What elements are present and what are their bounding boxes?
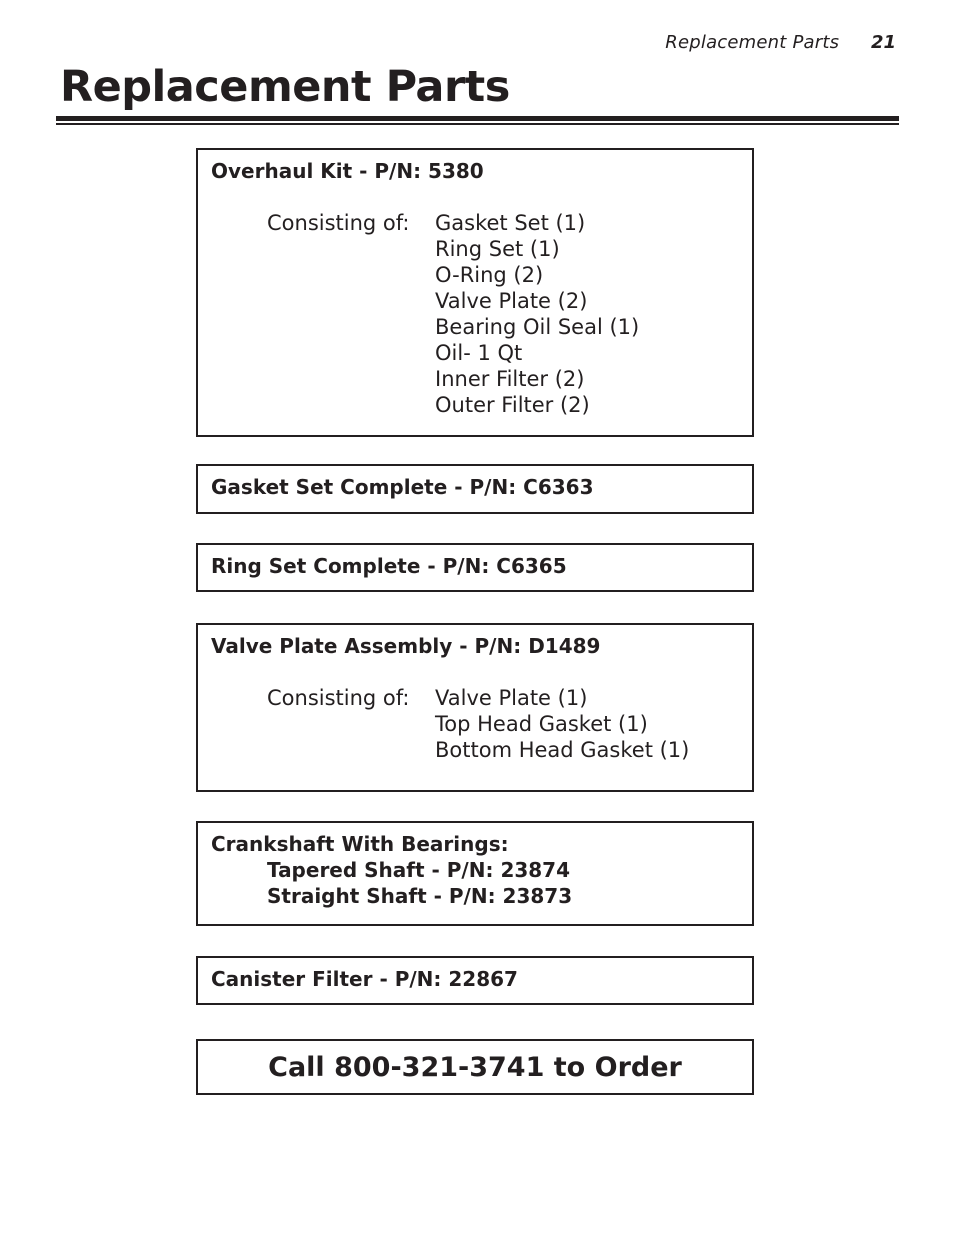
overhaul-kit-contents [211,210,739,418]
gasket-set-box [196,464,754,514]
list-item: Top Head Gasket (1) [435,712,648,736]
list-item: Valve Plate (2) [435,289,588,313]
overhaul-kit-consisting-label: Consisting of: [267,211,410,235]
title-divider [56,116,899,125]
tapered-shaft-line: Tapered Shaft - P/N: 23874 [267,858,571,882]
canister-filter-title: Canister Filter - P/N: 22867 [211,967,518,991]
straight-shaft-line: Straight Shaft - P/N: 23873 [267,884,573,908]
running-head-title: Replacement Parts [665,32,840,53]
list-item: Inner Filter (2) [435,367,585,391]
ring-set-title: Ring Set Complete - P/N: C6365 [211,554,567,578]
order-phone-text: Call 800-321-3741 to Order [268,1051,682,1083]
page-title: Replacement Parts [60,62,510,112]
list-item: Oil- 1 Qt [435,341,523,365]
crankshaft-box [196,821,754,926]
overhaul-kit-box [196,148,754,437]
list-item: Bottom Head Gasket (1) [435,738,690,762]
valve-plate-consisting-label: Consisting of: [267,686,410,710]
valve-plate-title: Valve Plate Assembly - P/N: D1489 [211,634,601,658]
order-box [196,1039,754,1095]
valve-plate-box [196,623,754,792]
overhaul-kit-item-list [211,210,739,418]
title-divider-thick [56,116,899,121]
overhaul-kit-title: Overhaul Kit - P/N: 5380 [211,159,484,183]
list-item: Ring Set (1) [435,237,560,261]
title-divider-thin [56,123,899,125]
canister-filter-box [196,956,754,1005]
page-number: 21 [870,32,896,53]
list-item: Gasket Set (1) [435,211,586,235]
list-item: Bearing Oil Seal (1) [435,315,640,339]
ring-set-box [196,543,754,592]
list-item: Outer Filter (2) [435,393,590,417]
gasket-set-title: Gasket Set Complete - P/N: C6363 [211,475,594,499]
running-head [665,32,896,53]
list-item: Valve Plate (1) [435,686,588,710]
valve-plate-contents [211,685,739,763]
crankshaft-title: Crankshaft With Bearings: [211,832,509,856]
list-item: O-Ring (2) [435,263,544,287]
